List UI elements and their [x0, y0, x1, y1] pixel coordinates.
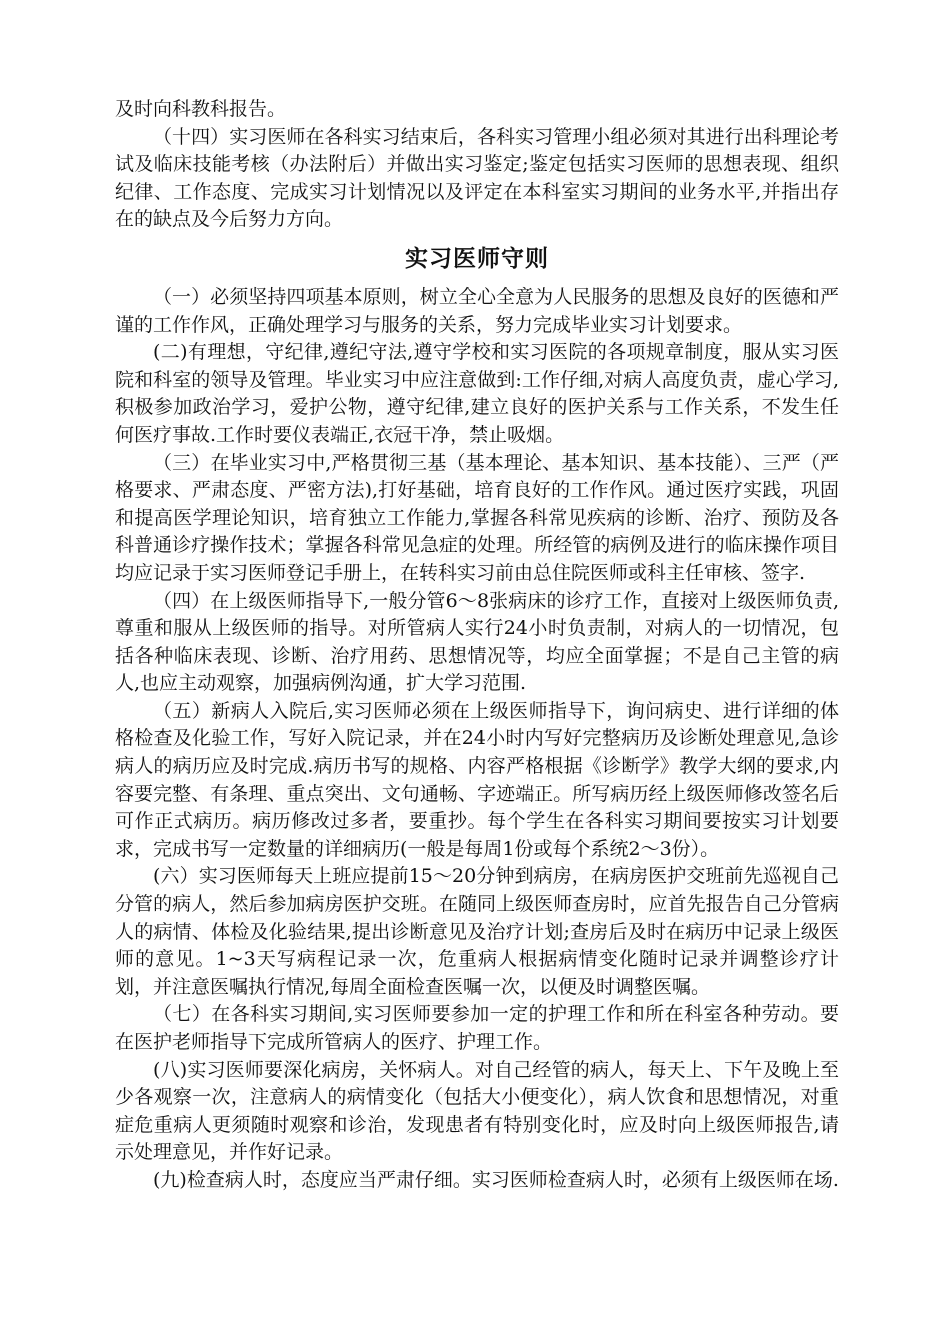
rule-4: （四）在上级医师指导下,一般分管6～8张病床的诊疗工作，直接对上级医师负责,尊重和服从上级医师的指导。对所管病人实行24小时负责制，对病人的一切情况，包括各种临床表现、诊断、治疗用药、思想情况等，均应全面掌握；不是自己主管的病人,也应主动观察，加强病例沟通，扩大学习范围.	[115, 589, 839, 695]
rule-3: （三）在毕业实习中,严格贯彻三基（基本理论、基本知识、基本技能）、三严（严格要求、严肃态度、严密方法),打好基础，培育良好的工作作风。通过医疗实践，巩固和提高医学理论知识，培育独立工作能力,掌握各科常见疾病的诊断、治疗、预防及各科普通诊疗操作技术；掌握各科常见急症的处理。所经管的病例及进行的临床操作项目均应记录于实习医师登记手册上，在转科实习前由总住院医师或科主任审核、签字.	[115, 451, 839, 584]
continued-paragraph: 及时向科教科报告。	[115, 98, 287, 120]
paragraph-14: （十四）实习医师在各科实习结束后，各科实习管理小组必须对其进行出科理论考试及临床技能考核（办法附后）并做出实习鉴定;鉴定包括实习医师的思想表现、组织纪律、工作态度、完成实习计划情况以及评定在本科室实习期间的业务水平,并指出存在的缺点及今后努力方向。	[115, 125, 839, 231]
rule-2: (二)有理想，守纪律,遵纪守法,遵守学校和实习医院的各项规章制度，服从实习医院和科室的领导及管理。毕业实习中应注意做到:工作仔细,对病人高度负责，虚心学习,积极参加政治学习，爱护公物，遵守纪律,建立良好的医护关系与工作关系，不发生任何医疗事故.工作时要仪表端正,衣冠干净，禁止吸烟。	[115, 341, 839, 446]
rule-5: （五）新病人入院后,实习医师必须在上级医师指导下，询问病史、进行详细的体格检查及化验工作，写好入院记录，并在24小时内写好完整病历及诊断处理意见,急诊病人的病历应及时完成.病历书写的规格、内容严格根据《诊断学》教学大纲的要求,内容要完整、有条理、重点突出、文句通畅、字迹端正。所写病历经上级医师修改签名后可作正式病历。病历修改过多者，要重抄。每个学生在各科实习期间要按实习计划要求，完成书写一定数量的详细病历(一般是每周1份或每个系统2～3份）。	[115, 699, 839, 860]
section-title: 实习医师守则	[405, 245, 549, 272]
rule-1: （一）必须坚持四项基本原则，树立全心全意为人民服务的思想及良好的医德和严谨的工作作风，正确处理学习与服务的关系，努力完成毕业实习计划要求。	[115, 285, 839, 336]
document-page	[115, 96, 839, 1195]
rule-9: (九)检查病人时，态度应当严肃仔细。实习医师检查病人时，必须有上级医师在场.	[153, 1168, 839, 1191]
rule-7: （七）在各科实习期间,实习医师要参加一定的护理工作和所在科室各种劳动。要在医护老师指导下完成所管病人的医疗、护理工作。	[115, 1003, 839, 1053]
rule-6: (六）实习医师每天上班应提前15～20分钟到病房，在病房医护交班前先巡视自己分管的病人，然后参加病房医护交班。在随同上级医师查房时，应首先报告自己分管病人的病情、体检及化验结果,提出诊断意见及治疗计划;查房后及时在病历中记录上级医师的意见。1~3天写病程记录一次，危重病人根据病情变化随时记录并调整诊疗计划，并注意医嘱执行情况,每周全面检查医嘱一次，以便及时调整医嘱。	[115, 865, 839, 998]
rule-8: (八)实习医师要深化病房，关怀病人。对自己经管的病人，每天上、下午及晚上至少各观察一次，注意病人的病情变化（包括大小便变化），病人饮食和思想情况，对重症危重病人更须随时观察和诊治，发现患者有特别变化时，应及时向上级医师报告,请示处理意见，并作好记录。	[115, 1058, 839, 1164]
